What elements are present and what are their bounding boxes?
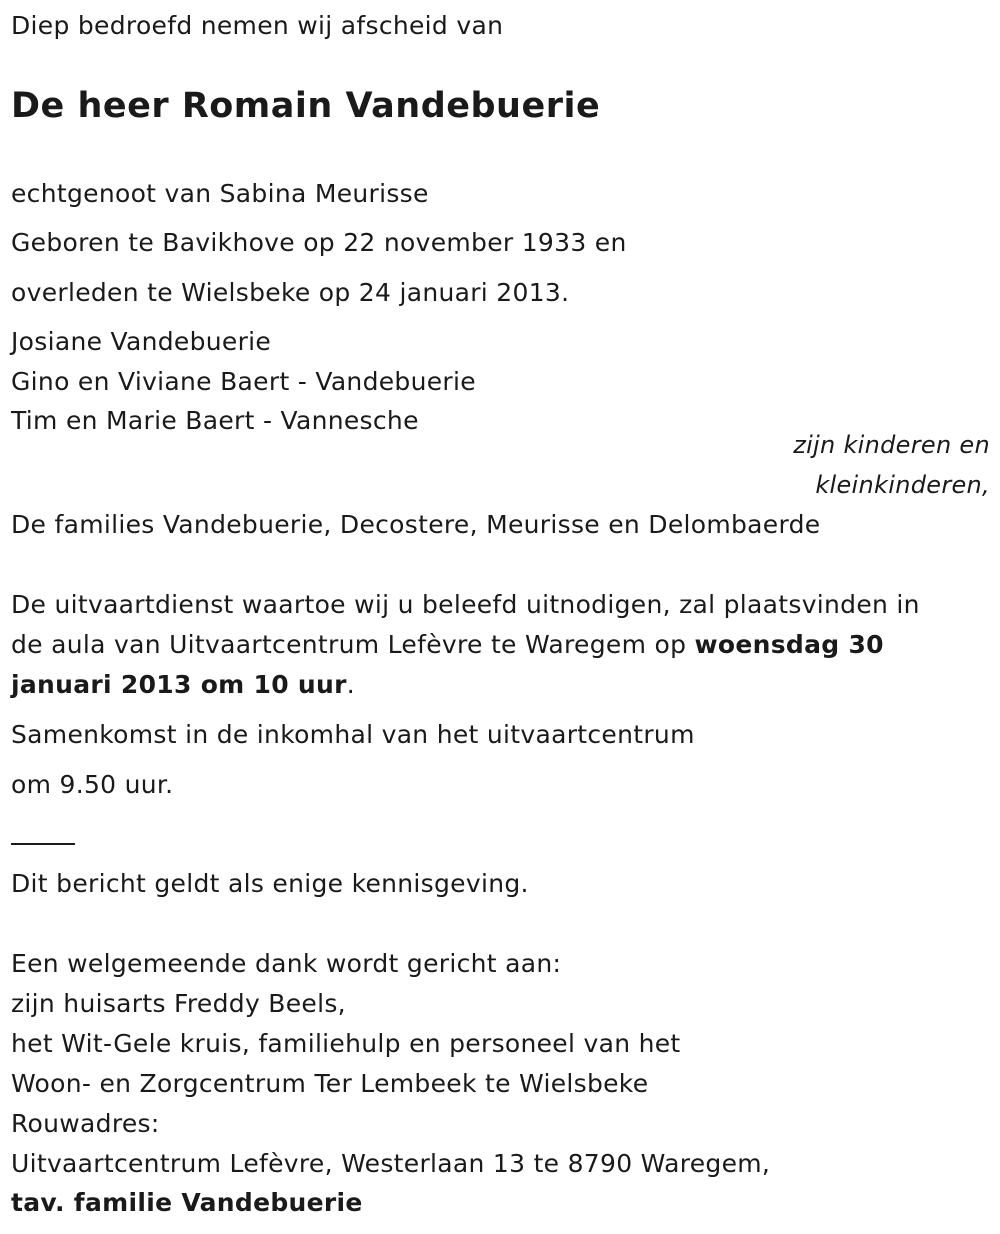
service-line-end: . <box>346 670 355 699</box>
spouse-line: echtgenoot van Sabina Meurisse <box>11 179 429 208</box>
thanks-line: Een welgemeende dank wordt gericht aan: <box>11 949 562 978</box>
service-line-1: De uitvaartdienst waartoe wij u beleefd uitnodigen, zal plaatsvinden in <box>11 590 920 619</box>
service-time-bold: januari 2013 om 10 uur <box>11 670 347 699</box>
service-line-2 <box>11 632 884 657</box>
death-line: overleden te Wielsbeke op 24 januari 2013. <box>11 278 570 307</box>
intro-line: Diep bedroefd nemen wij afscheid van <box>11 11 504 40</box>
address-line: Uitvaartcentrum Lefèvre, Westerlaan 13 te 8790 Waregem, <box>11 1149 771 1178</box>
thanks-line: Woon- en Zorgcentrum Ter Lembeek te Wielsbeke <box>11 1069 649 1098</box>
family-role-line: zijn kinderen en <box>793 431 990 459</box>
notice-line: Dit bericht geldt als enige kennisgeving. <box>11 869 529 898</box>
separator-rule <box>11 843 75 845</box>
birth-line: Geboren te Bavikhove op 22 november 1933 en <box>11 228 627 257</box>
service-line-3 <box>11 672 355 697</box>
family-member: Gino en Viviane Baert - Vandebuerie <box>11 367 476 396</box>
deceased-name: De heer Romain Vandebuerie <box>11 86 601 126</box>
address-label: Rouwadres: <box>11 1109 160 1138</box>
family-role-line: kleinkinderen, <box>815 471 990 499</box>
family-member: Tim en Marie Baert - Vannesche <box>11 406 419 435</box>
thanks-line: zijn huisarts Freddy Beels, <box>11 989 346 1018</box>
family-member: Josiane Vandebuerie <box>11 327 272 356</box>
families-line: De families Vandebuerie, Decostere, Meurisse en Delombaerde <box>11 510 821 539</box>
thanks-line: het Wit-Gele kruis, familiehulp en personeel van het <box>11 1029 681 1058</box>
service-location-text: de aula van Uitvaartcentrum Lefèvre te Waregem op <box>11 630 695 659</box>
gathering-line-2: om 9.50 uur. <box>11 770 174 799</box>
service-date-bold: woensdag 30 <box>694 630 884 659</box>
gathering-line-1: Samenkomst in de inkomhal van het uitvaartcentrum <box>11 720 695 749</box>
address-attention: tav. familie Vandebuerie <box>11 1188 363 1217</box>
